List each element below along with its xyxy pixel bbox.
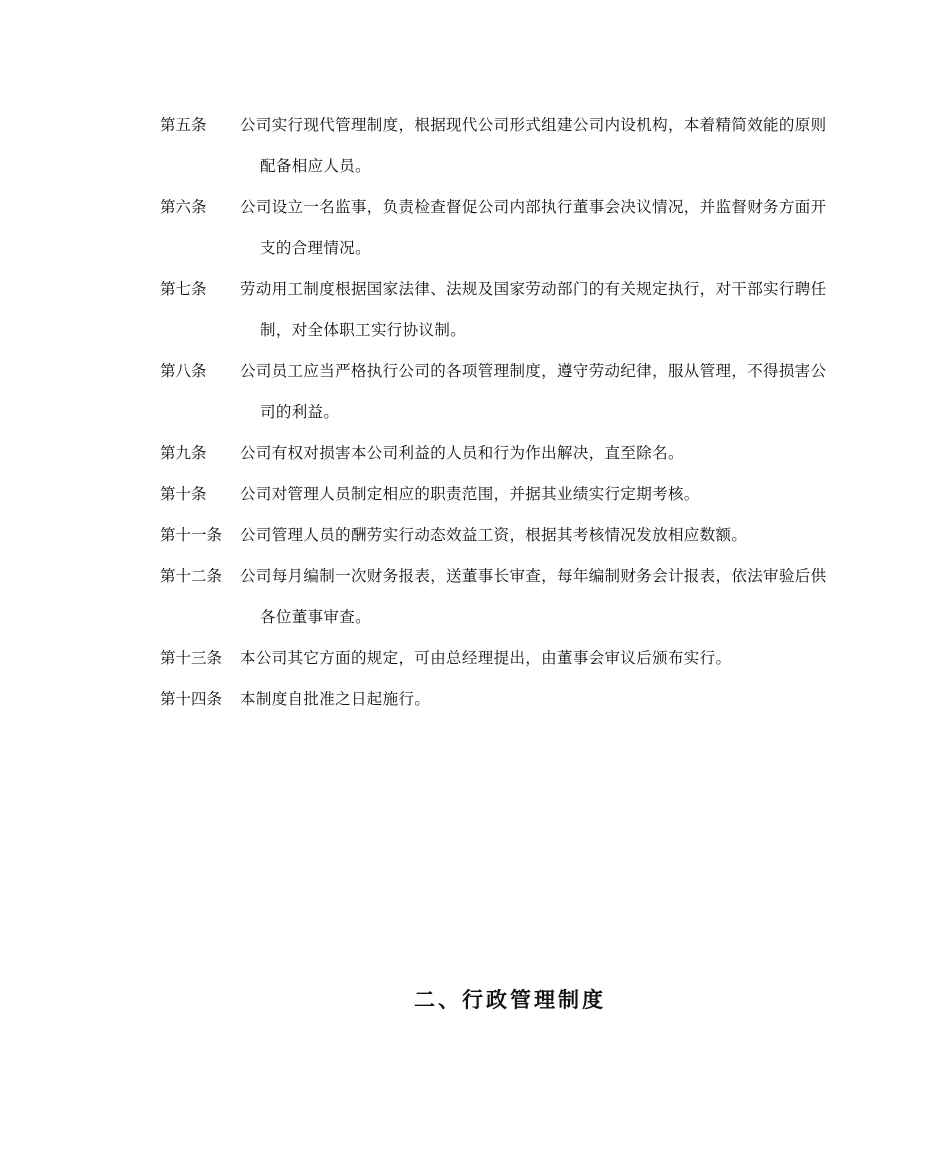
article-label: 第八条: [160, 362, 207, 380]
article-6: [160, 187, 860, 269]
article-text-line: 公司设立一名监事，负责检查督促公司内部执行董事会决议情况，并监督财务方面开: [240, 198, 827, 216]
article-label: 第六条: [160, 198, 207, 216]
article-text-line: 劳动用工制度根据国家法律、法规及国家劳动部门的有关规定执行，对干部实行聘任: [240, 280, 827, 298]
article-text-line: 公司对管理人员制定相应的职责范围，并据其业绩实行定期考核。: [240, 485, 700, 503]
article-5: [160, 105, 860, 187]
article-text-continuation: 制，对全体职工实行协议制。: [260, 321, 467, 339]
article-text-line: 公司有权对损害本公司利益的人员和行为作出解决，直至除名。: [240, 444, 684, 462]
article-label: 第九条: [160, 444, 207, 462]
article-9: [160, 433, 860, 474]
article-label: 第十三条: [160, 649, 223, 667]
article-text-continuation: 支的合理情况。: [260, 239, 371, 257]
article-text-continuation: 配备相应人员。: [260, 157, 371, 175]
article-text-line: 本制度自批准之日起施行。: [240, 690, 431, 708]
article-label: 第十条: [160, 485, 207, 503]
article-11: [160, 515, 860, 556]
article-text-line: 本公司其它方面的规定，可由总经理提出，由董事会审议后颁布实行。: [240, 649, 732, 667]
article-text: [160, 474, 860, 515]
article-7: [160, 269, 860, 351]
article-text-line: 公司管理人员的酬劳实行动态效益工资，根据其考核情况发放相应数额。: [240, 526, 748, 544]
article-list: [160, 105, 860, 720]
article-14: [160, 679, 860, 720]
article-12: [160, 556, 860, 638]
article-text-continuation: 司的利益。: [260, 403, 340, 421]
article-10: [160, 474, 860, 515]
article-label: 第十一条: [160, 526, 223, 544]
article-text-line: 公司员工应当严格执行公司的各项管理制度，遵守劳动纪律，服从管理，不得损害公: [240, 362, 827, 380]
article-text: [160, 187, 860, 269]
article-text: [160, 515, 860, 556]
article-text: [160, 556, 860, 638]
article-text-line: 公司实行现代管理制度，根据现代公司形式组建公司内设机构，本着精简效能的原则: [240, 116, 827, 134]
article-label: 第七条: [160, 280, 207, 298]
article-text-line: 公司每月编制一次财务报表，送董事长审查，每年编制财务会计报表，依法审验后供: [240, 567, 827, 585]
article-label: 第十二条: [160, 567, 223, 585]
section-heading: 二、行政管理制度: [414, 988, 606, 1012]
article-13: [160, 638, 860, 679]
article-text: [160, 351, 860, 433]
article-text: [160, 679, 860, 720]
article-text-continuation: 各位董事审查。: [260, 608, 371, 626]
article-text: [160, 269, 860, 351]
article-label: 第十四条: [160, 690, 223, 708]
article-8: [160, 351, 860, 433]
article-text: [160, 433, 860, 474]
article-text: [160, 105, 860, 187]
article-text: [160, 638, 860, 679]
article-label: 第五条: [160, 116, 207, 134]
